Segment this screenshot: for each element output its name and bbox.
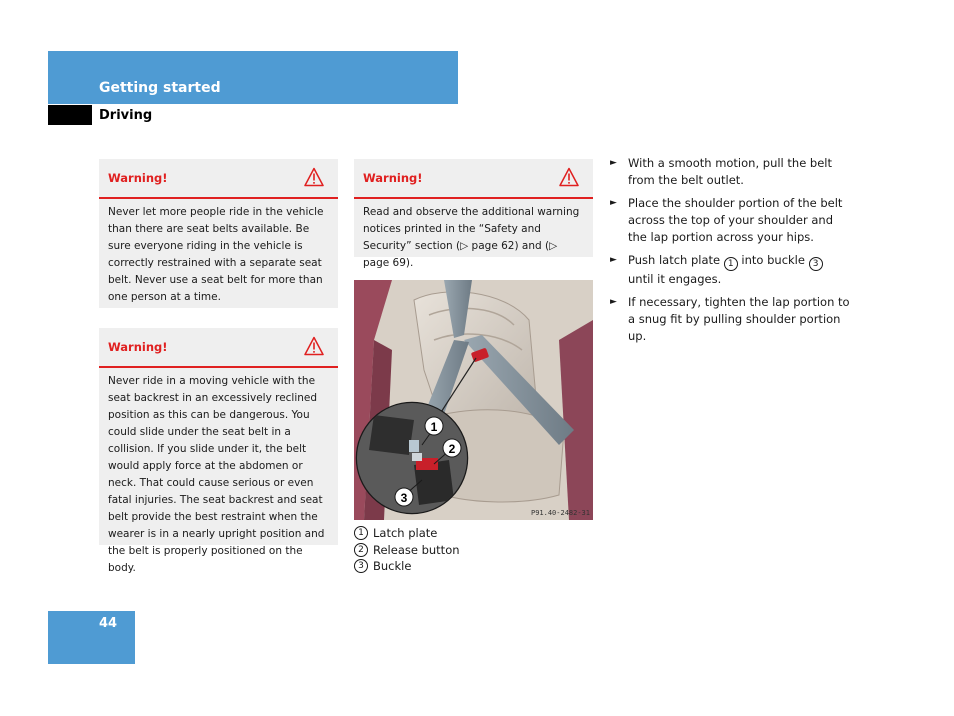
warning-title: Warning!	[108, 171, 168, 185]
warning-header	[99, 328, 338, 368]
legend-item	[354, 525, 594, 542]
warning-paragraph: Read and observe the additional warning notices printed in the “Safety and Security” section (▷ page 62) and (▷ page 69).	[363, 206, 580, 269]
step-item	[610, 252, 850, 288]
legend-label: Buckle	[373, 559, 412, 573]
warning-title: Warning!	[108, 340, 168, 354]
step-text: If necessary, tighten the lap portion to a snug fit by pulling shoulder portion up.	[628, 295, 850, 343]
warning-header	[99, 159, 338, 199]
step-text	[628, 252, 850, 288]
warning-text	[99, 199, 338, 313]
legend-number: 2	[354, 543, 368, 557]
triangle-bullet-icon: ►	[610, 297, 617, 307]
callout-2: 2	[448, 442, 456, 456]
warning-triangle-icon	[559, 167, 579, 187]
warning-box-seat-belts	[99, 159, 338, 308]
step-text-part: until it engages.	[628, 272, 722, 286]
warning-triangle-icon	[304, 167, 324, 187]
warning-header	[354, 159, 593, 199]
seat-belt-drawing	[354, 280, 593, 520]
legend-item	[354, 558, 594, 575]
subsection-marker	[48, 105, 92, 125]
subsection-title: Driving	[99, 108, 153, 123]
warning-triangle-icon	[304, 336, 324, 356]
warning-title: Warning!	[363, 171, 423, 185]
figure-code: P91.40-2482-31	[530, 509, 590, 517]
warning-paragraph: Never ride in a moving vehicle with the seat backrest in an excessively reclined position as this can be dangerous. You could slide under the seat belt in a collision. If you slide under it, the belt would apply force at the abdomen or neck. That could cause serious or even fatal injuries. The seat backrest and seat belt provide the best restraint when the wearer is in a nearly upright position and the belt is properly positioned on the body.	[108, 375, 325, 574]
warning-box-safety-notices	[354, 159, 593, 269]
warning-paragraph: Never let more people ride in the vehicle than there are seat belts available. Be sure everyone riding in the vehicle is correctly restrained with a separate seat belt. Never use a seat belt for more than one person at a time.	[108, 206, 324, 303]
page-number: 44	[99, 616, 118, 631]
warning-text	[99, 368, 338, 584]
legend-number: 3	[354, 559, 368, 573]
seat-belt-illustration	[354, 280, 593, 520]
warning-text	[354, 199, 593, 279]
triangle-bullet-icon: ►	[610, 255, 617, 265]
warning-box-reclined-seat	[99, 328, 338, 574]
page-number-band	[48, 611, 135, 664]
legend-label: Release button	[373, 542, 460, 557]
instruction-steps	[610, 155, 850, 351]
section-title: Getting started	[99, 80, 221, 96]
step-item	[610, 294, 850, 345]
inline-number: 3	[809, 257, 823, 271]
callout-3: 3	[400, 491, 408, 505]
inline-number: 1	[724, 257, 738, 271]
step-text: Place the shoulder portion of the belt across the top of your shoulder and the lap portion across your hips.	[628, 196, 843, 244]
step-text: With a smooth motion, pull the belt from the belt outlet.	[628, 156, 833, 187]
step-text-part: into buckle	[737, 253, 809, 267]
header-band	[48, 51, 458, 104]
legend-item	[354, 542, 594, 559]
legend-number: 1	[354, 526, 368, 540]
figure-legend	[354, 525, 594, 575]
step-item	[610, 155, 850, 189]
step-item	[610, 195, 850, 246]
triangle-bullet-icon: ►	[610, 198, 617, 208]
step-text-part: Push latch plate	[628, 253, 724, 267]
callout-1: 1	[430, 420, 438, 434]
legend-label: Latch plate	[373, 526, 438, 540]
triangle-bullet-icon: ►	[610, 158, 617, 168]
